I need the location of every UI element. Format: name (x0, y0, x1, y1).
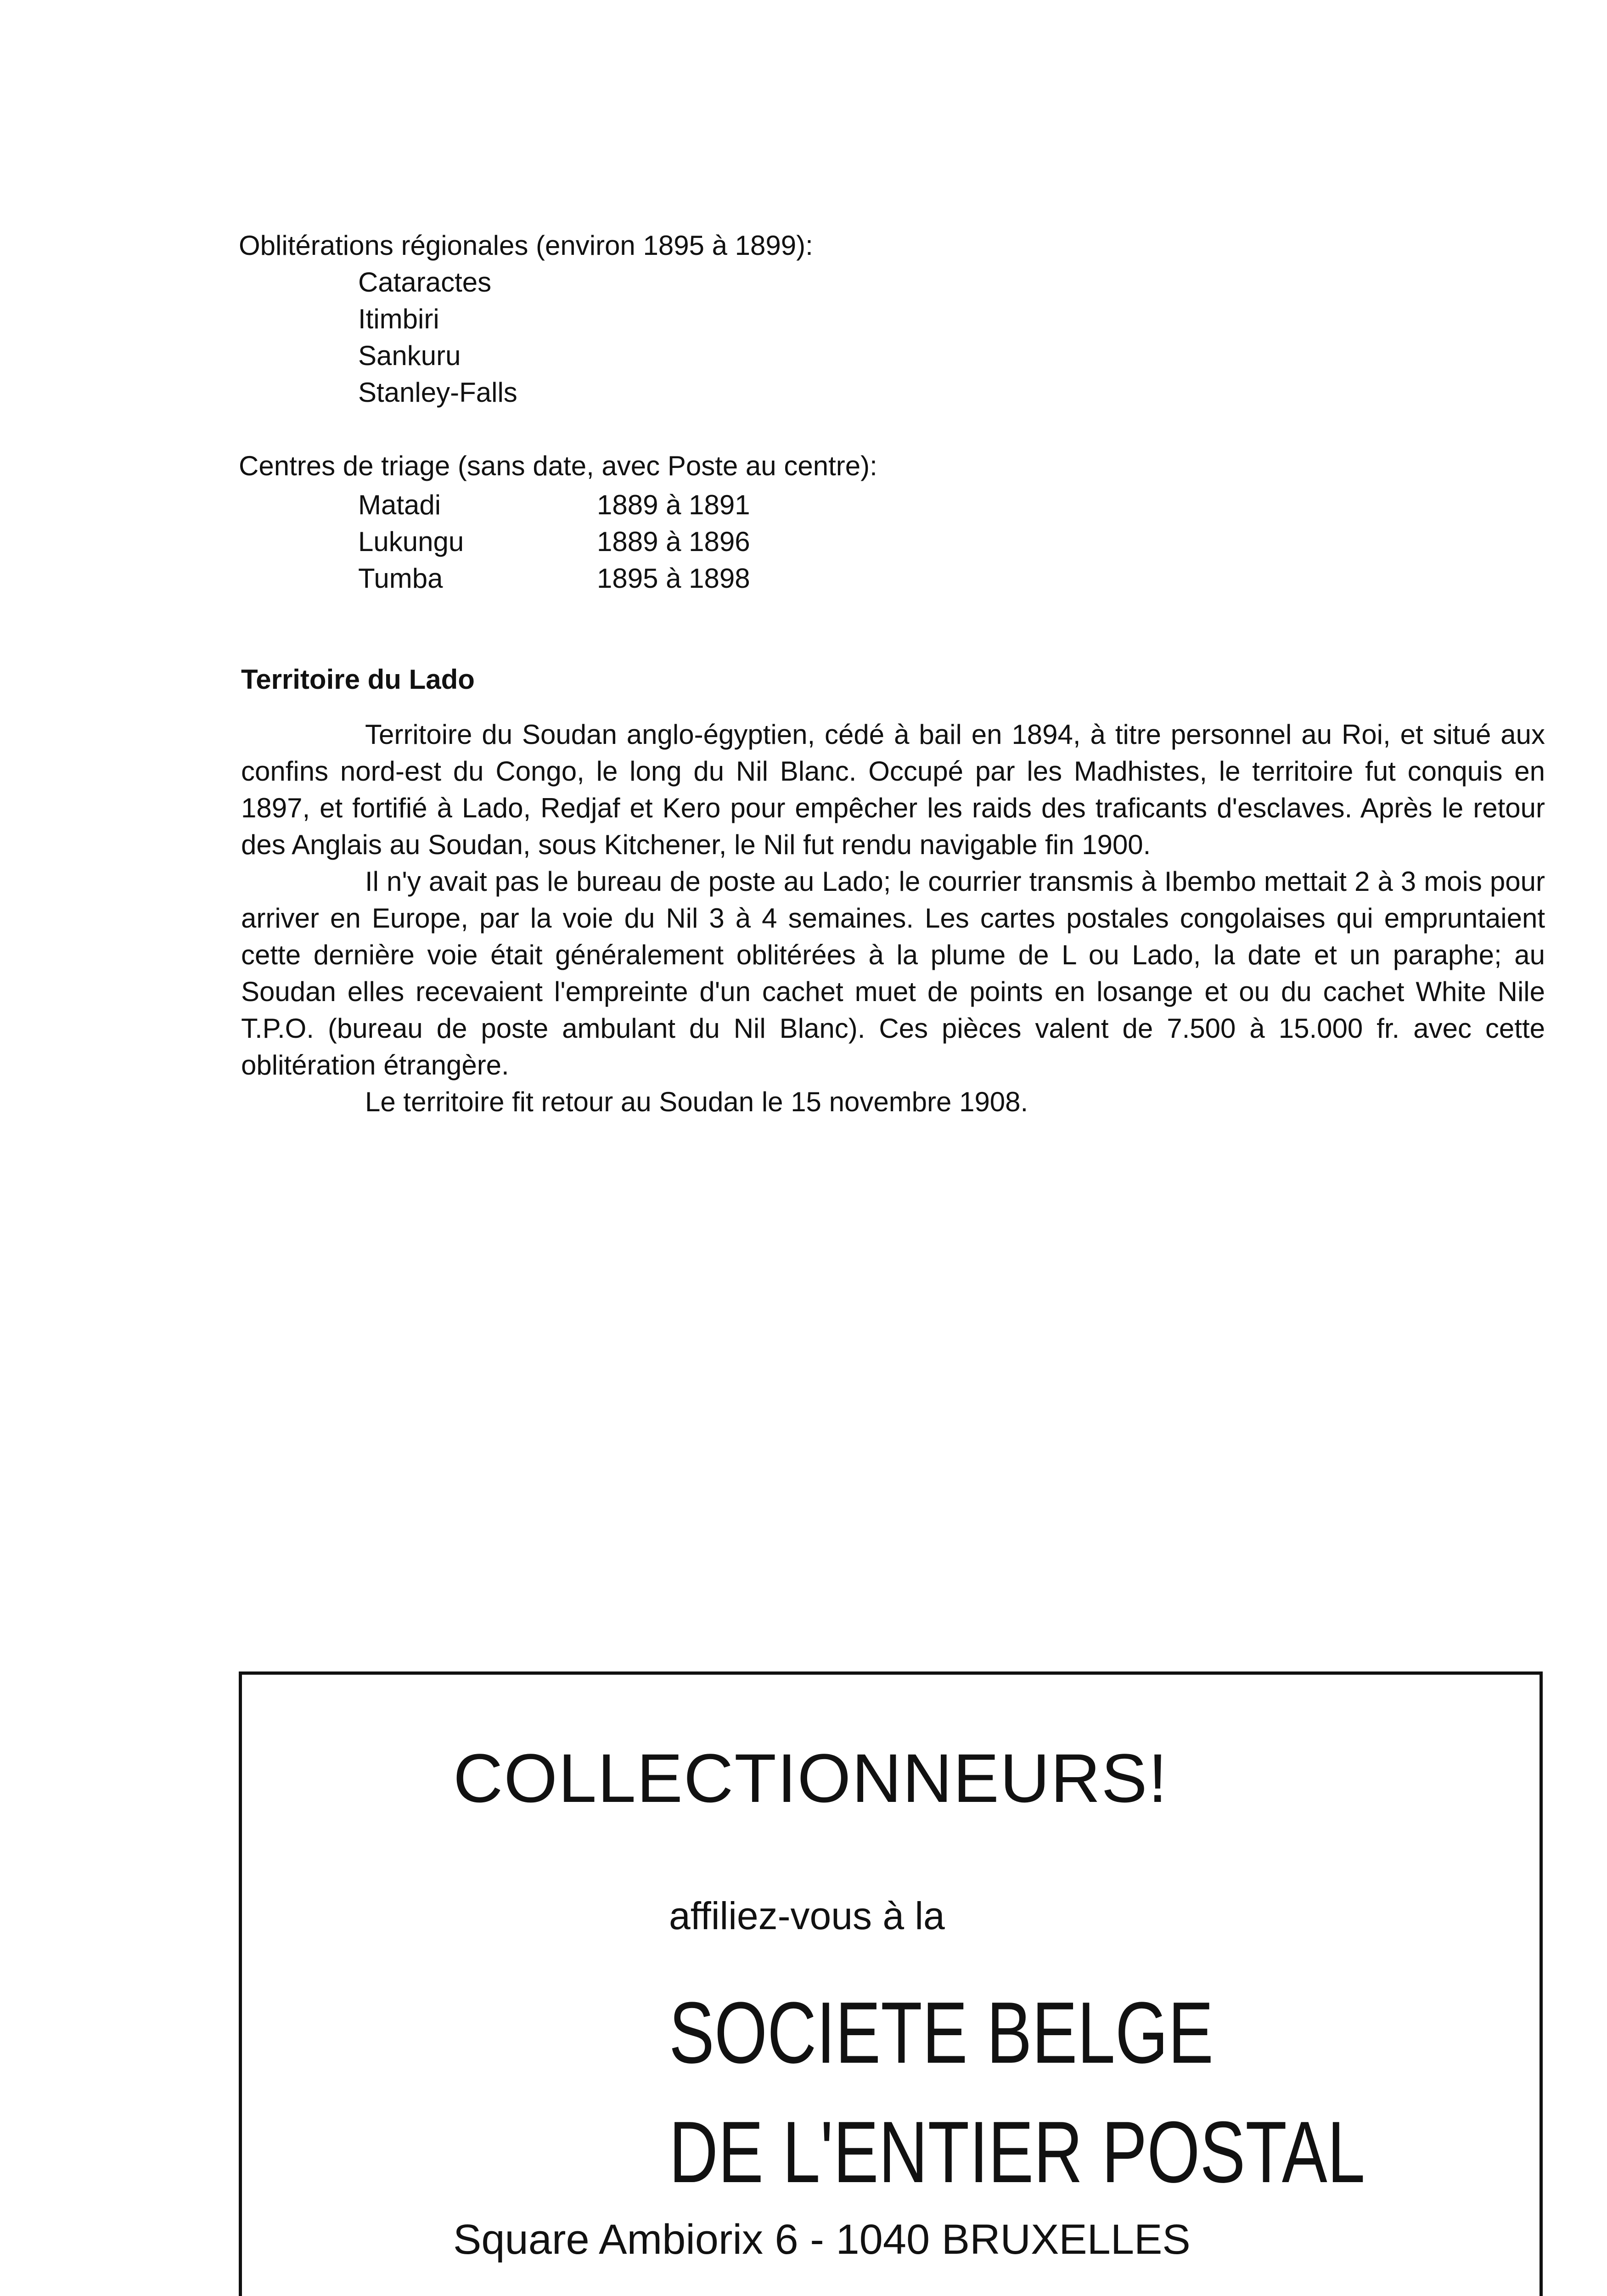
advert-org-line: SOCIETE BELGE (669, 1984, 1214, 2082)
paragraph: Le territoire fit retour au Soudan le 15 novembre 1908. (365, 1086, 1028, 1117)
table-row (358, 560, 750, 597)
paragraph: Territoire du Soudan anglo-égyptien, cédé à bail en 1894, à titre personnel au Roi, et situé aux confins nord-est du Congo, le long du Nil Blanc. Occupé par les Madhistes, le territoire fut conquis en 1897, et fortifié à Lado, Redjaf et Kero pour empêcher les raids des traficants d'esclaves. Après le retour des Anglais au Soudan, sous Kitchener, le Nil fut rendu navigable fin 1900. (241, 719, 1545, 860)
list-item: Cataractes (358, 267, 492, 298)
lado-text (241, 716, 1545, 1120)
advert-organization (669, 1973, 1365, 2212)
list-item: Itimbiri (358, 304, 439, 334)
triage-intro: Centres de triage (sans date, avec Poste au centre): (239, 450, 877, 481)
advertisement-box (239, 1671, 1543, 2296)
advert-subline: affiliez-vous à la (669, 1894, 945, 1937)
triage-place: Lukungu (358, 526, 464, 557)
list-item: Stanley-Falls (358, 377, 517, 408)
table-row (358, 523, 750, 560)
advert-headline: COLLECTIONNEURS! (453, 1739, 1169, 1817)
paragraph: Il n'y avait pas le bureau de poste au Lado; le courrier transmis à Ibembo mettait 2 à 3 mois pour arriver en Europe, par la voie du Nil 3 à 4 semaines. Les cartes postales congolaises qui empruntaient cette dernière voie était généralement oblitérées à la plume de L ou Lado, la date et un paraphe; au Soudan elles recevaient l'empreinte d'un cachet muet de points en losange et ou du cachet White Nile T.P.O. (bureau de poste ambulant du Nil Blanc). Ces pièces valent de 7.500 à 15.000 fr. avec cette oblitération étrangère. (241, 866, 1545, 1080)
advert-org-line: DE L'ENTIER POSTAL (669, 2104, 1365, 2201)
obliterations-intro: Oblitérations régionales (environ 1895 à 1899): (239, 230, 813, 261)
triage-place: Matadi (358, 490, 441, 520)
list-item: Sankuru (358, 340, 461, 371)
advert-address: Square Ambiorix 6 - 1040 BRUXELLES (453, 2216, 1191, 2263)
table-row (358, 487, 750, 523)
triage-period: 1895 à 1898 (597, 563, 750, 594)
triage-place: Tumba (358, 563, 443, 594)
triage-list (358, 487, 750, 597)
triage-period: 1889 à 1896 (597, 526, 750, 557)
section-heading: Territoire du Lado (241, 664, 475, 695)
obliterations-list (358, 264, 517, 411)
triage-period: 1889 à 1891 (597, 490, 750, 520)
